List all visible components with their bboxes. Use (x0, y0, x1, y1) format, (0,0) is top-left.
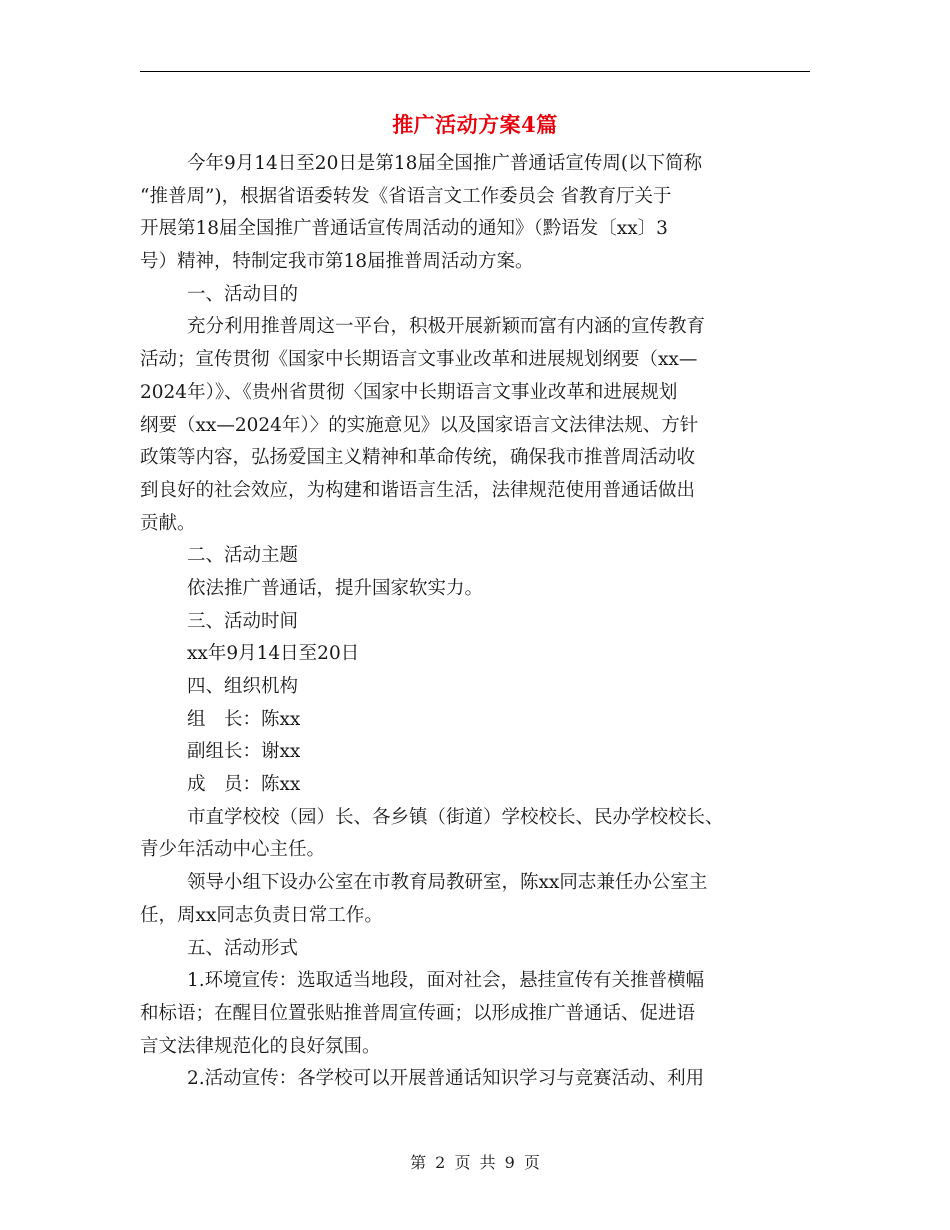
paragraph-line: 一、活动目的 (187, 283, 299, 305)
paragraph-line: 成 员：陈xx (187, 774, 301, 796)
paragraph-line: 纲要（xx—2024年）〉的实施意见》以及国家语言文法律法规、方针 (140, 414, 699, 436)
paragraph-line: 市直学校校（园）长、各乡镇（街道）学校校长、民办学校校长、 (187, 806, 724, 828)
paragraph-line: 言文法律规范化的良好氛围。 (140, 1035, 381, 1057)
paragraph-line: 领导小组下设办公室在市教育局教研室，陈xx同志兼任办公室主 (187, 872, 708, 894)
paragraph-line: 四、组织机构 (187, 676, 299, 697)
paragraph-line: “推普周”)，根据省语委转发《省语言文工作委员会 省教育厅关于 (140, 185, 672, 207)
paragraph-line: 到良好的社会效应，为构建和谐语言生活，法律规范使用普通话做出 (140, 479, 696, 501)
paragraph-line: 二、活动主题 (187, 545, 299, 567)
paragraph-line: 青少年活动中心主任。 (140, 839, 326, 861)
paragraph-line: 五、活动形式 (187, 937, 299, 959)
paragraph-line: 开展第18届全国推广普通话宣传周活动的通知》（黔语发〔xx〕3 (140, 218, 668, 240)
paragraph-line: 活动；宣传贯彻《国家中长期语言文事业改革和进展规划纲要（xx— (140, 349, 698, 371)
paragraph-line: 组 长：陈xx (187, 708, 301, 730)
page-footer: 第 2 页 共 9 页 (410, 1153, 540, 1172)
paragraph-line: 1.环境宣传：选取适当地段，面对社会，悬挂宣传有关推普横幅 (187, 970, 705, 992)
paragraph-line: 贡献。 (140, 512, 196, 534)
paragraph-line: 三、活动时间 (187, 610, 299, 632)
paragraph-line: 充分利用推普周这一平台，积极开展新颖而富有内涵的宣传教育 (187, 316, 706, 338)
paragraph-line: 号）精神，特制定我市第18届推普周活动方案。 (140, 251, 534, 273)
paragraph-line: 2.活动宣传：各学校可以开展普通话知识学习与竞赛活动、利用 (187, 1068, 705, 1090)
paragraph-line: 任，周xx同志负责日常工作。 (140, 904, 383, 926)
paragraph-line: 和标语；在醒目位置张贴推普周宣传画；以形成推广普通话、促进语 (140, 1002, 696, 1024)
paragraph-line: 2024年）》、《贵州省贯彻〈国家中长期语言文事业改革和进展规划 (140, 381, 678, 403)
paragraph-line: 依法推广普通话，提升国家软实力。 (187, 577, 484, 599)
document-body (140, 148, 810, 1096)
header-rule (140, 71, 810, 72)
document-title: 推广活动方案4篇 (392, 112, 558, 137)
paragraph-line: xx年9月14日至20日 (187, 643, 360, 665)
paragraph-line: 今年9月14日至20日是第18届全国推广普通话宣传周(以下简称 (187, 153, 703, 174)
paragraph-line: 副组长：谢xx (187, 741, 301, 763)
paragraph-line: 政策等内容，弘扬爱国主义精神和革命传统，确保我市推普周活动收 (140, 447, 696, 469)
